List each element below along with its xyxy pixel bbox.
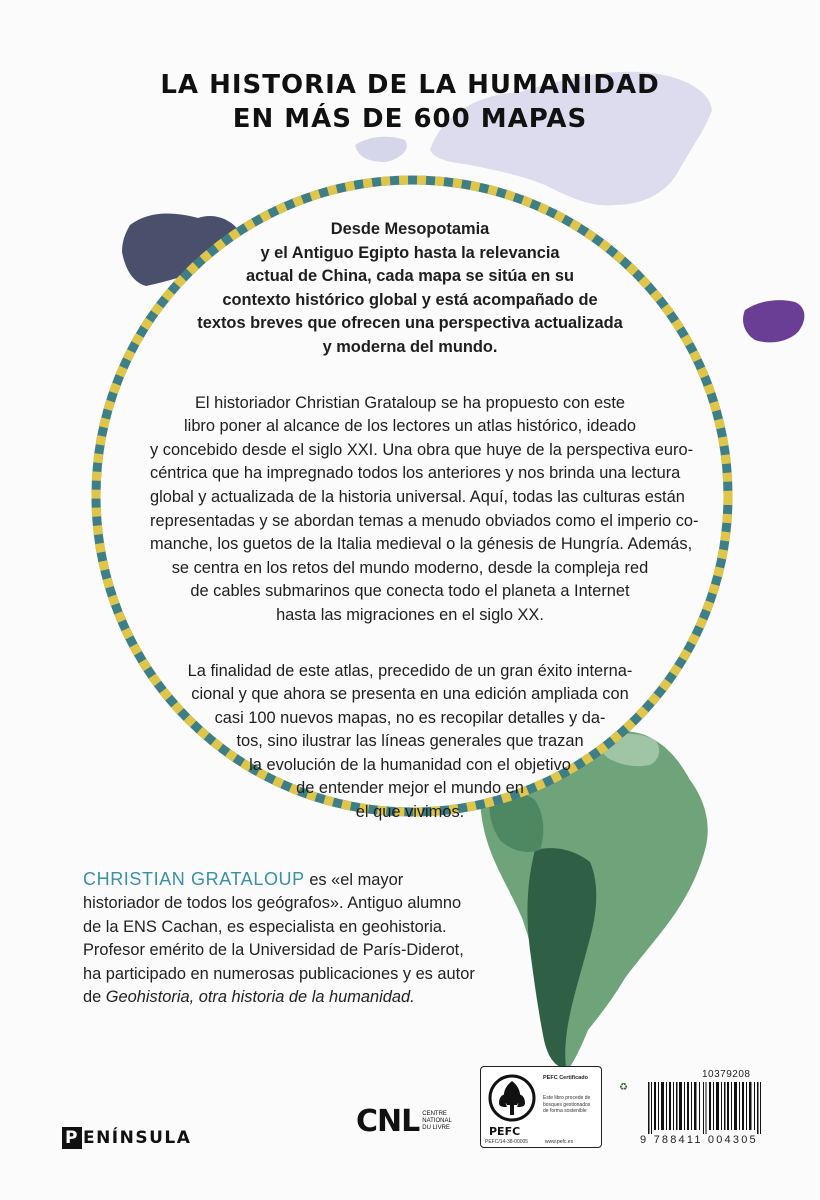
publisher-logo-box: P: [62, 1127, 82, 1149]
body-line: libro poner al alcance de los lectores un atlas histórico, ideado: [184, 417, 636, 436]
lead-line: textos breves que ofrecen una perspectiva actualizada: [197, 314, 623, 333]
author-bio-last-line: [83, 986, 503, 1009]
cnl-logo: [356, 1104, 452, 1139]
publisher-logo-text: ENÍNSULA: [82, 1128, 192, 1148]
author-bio-first-line: [83, 868, 503, 892]
author-bio-text: es «el mayor: [304, 871, 404, 889]
barcode-reference: 10379208: [702, 1069, 751, 1080]
headline: [0, 68, 820, 136]
cnl-caption-line: DU LIVRE: [422, 1125, 450, 1131]
pefc-certification-box: [480, 1066, 602, 1148]
body-line: representadas y se abordan temas a menudo obviados como el imperio co-: [150, 511, 699, 530]
lead-line: contexto histórico global y está acompañado de: [222, 290, 598, 309]
body-line: casi 100 nuevos mapas, no es recopilar detalles y da-: [214, 708, 606, 727]
body-line: de cables submarinos que conecta todo el planeta a Internet: [190, 582, 630, 601]
body-line: la evolución de la humanidad con el objetivo: [249, 755, 571, 774]
publisher-logo: [62, 1127, 191, 1149]
body-line: se centra en los retos del mundo moderno, desde la compleja red: [171, 558, 649, 577]
cnl-caption-line: NATIONAL: [422, 1118, 452, 1124]
pefc-code: PEFC/14-38-00005: [485, 1139, 529, 1145]
headline-line-2: EN MÁS DE 600 MAPAS: [232, 104, 588, 134]
pefc-desc-line: Este libro procede de: [543, 1095, 591, 1101]
lead-line: y moderna del mundo.: [322, 337, 498, 356]
headline-line-1: LA HISTORIA DE LA HUMANIDAD: [160, 70, 660, 100]
body-line: cional y que ahora se presenta en una edición ampliada con: [191, 685, 629, 704]
barcode-ean-number: 9 788411 004305: [640, 1134, 758, 1146]
body-line: céntrica que ha impregnado todos los anteriores y nos brinda una lectura: [150, 464, 681, 483]
body-paragraph-3: [150, 660, 670, 825]
author-name: CHRISTIAN GRATALOUP: [83, 869, 305, 889]
cnl-logo-mark: CNL: [356, 1104, 420, 1139]
recycle-icon: ♻: [619, 1082, 628, 1093]
author-bio-line: de la ENS Cachan, es especialista en geohistoria.: [83, 917, 447, 936]
lead-paragraph: [150, 218, 670, 360]
body-line: manche, los guetos de la Italia medieval o la génesis de Hungría. Además,: [150, 535, 693, 554]
book-title-italic: Geohistoria, otra historia de la humanidad.: [105, 988, 415, 1007]
pefc-desc-line: bosques gestionados: [543, 1101, 591, 1108]
body-line: de entender mejor el mundo en: [296, 779, 524, 798]
body-line: el que vivimos.: [355, 803, 465, 822]
pefc-tree-icon: [487, 1073, 537, 1123]
pefc-certified-label: PEFC Certificado: [543, 1075, 588, 1081]
cnl-caption-line: CENTRE: [422, 1111, 447, 1117]
body-line: El historiador Christian Grataloup se ha propuesto con este: [194, 393, 626, 412]
pefc-desc-line: de forma sostenible: [543, 1108, 587, 1114]
body-line: global y actualizada de la historia universal. Aquí, todas las culturas están: [150, 487, 685, 506]
body-line: y concebido desde el siglo XXI. Una obra que huye de la perspectiva euro-: [150, 440, 694, 459]
pefc-logo-text: PEFC: [489, 1125, 521, 1138]
iceland-shape: [743, 300, 804, 342]
cnl-logo-caption: [422, 1111, 452, 1132]
greenland-islands: [355, 137, 407, 162]
pefc-description: [543, 1095, 599, 1115]
author-bio-line: ha participado en numerosas publicaciones y es autor: [83, 964, 475, 983]
lead-line: Desde Mesopotamia: [330, 220, 490, 238]
body-paragraph-2: [150, 392, 699, 628]
body-line: La finalidad de este atlas, precedido de un gran éxito interna-: [187, 661, 633, 680]
author-bio-text: de: [83, 988, 106, 1007]
pefc-website: www.pefc.es: [545, 1139, 574, 1145]
author-bio-line: historiador de todos los geógrafos». Antiguo alumno: [83, 894, 462, 913]
author-bio-line: Profesor emérito de la Universidad de París-Diderot,: [83, 941, 464, 960]
circle-text-block: [150, 218, 699, 857]
body-line: hasta las migraciones en el siglo XX.: [276, 605, 544, 624]
lead-line: y el Antiguo Egipto hasta la relevancia: [260, 243, 560, 262]
body-line: tos, sino ilustrar las líneas generales que trazan: [236, 732, 584, 751]
barcode-image: [648, 1082, 762, 1134]
lead-line: actual de China, cada mapa se sitúa en su: [246, 267, 574, 286]
author-bio: [83, 868, 503, 1009]
